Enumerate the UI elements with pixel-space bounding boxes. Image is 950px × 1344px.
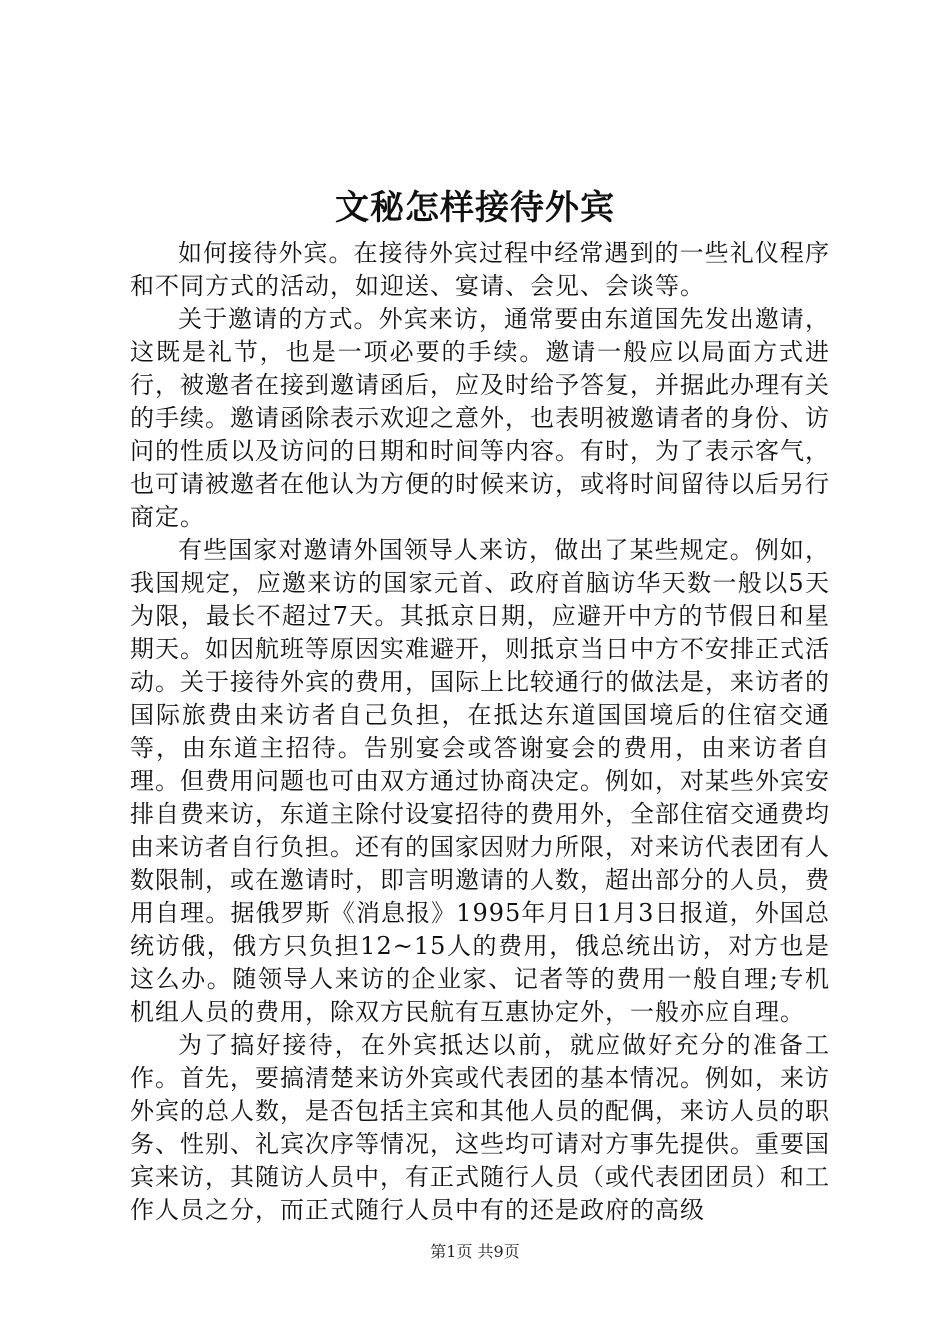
page-number-footer: 第1页 共9页 <box>430 1242 520 1261</box>
paragraph-preparation: 为了搞好接待，在外宾抵达以前，就应做好充分的准备工作。首先，要搞清楚来访外宾或代表团的基本情况。例如，来访外宾的总人数，是否包括主宾和其他人员的配偶，来访人员的职务、性别、礼宾次序等情况，这些均可请对方事先提供。重要国宾来访，其随访人员中，有正式随行人员（或代表团团员）和工作人员之分，而正式随行人员中有的还是政府的高级 <box>130 1031 830 1224</box>
paragraph-invitation: 关于邀请的方式。外宾来访，通常要由东道国先发出邀请，这既是礼节，也是一项必要的手续。邀请一般应以局面方式进行，被邀者在接到邀请函后，应及时给予答复，并据此办理有关的手续。邀请函除表示欢迎之意外，也表明被邀请者的身份、访问的性质以及访问的日期和时间等内容。有时，为了表示客气，也可请被邀者在他认为方便的时候来访，或将时间留待以后另行商定。 <box>130 305 830 531</box>
paragraph-regulations: 有些国家对邀请外国领导人来访，做出了某些规定。例如，我国规定，应邀来访的国家元首、政府首脑访华天数一般以5天为限，最长不超过7天。其抵京日期，应避开中方的节假日和星期天。如因航班等原因实难避开，则抵京当日中方不安排正式活动。关于接待外宾的费用，国际上比较通行的做法是，来访者的国际旅费由来访者自己负担，在抵达东道国国境后的住宿交通等，由东道主招待。告别宴会或答谢宴会的费用，由来访者自理。但费用问题也可由双方通过协商决定。例如，对某些外宾安排自费来访，东道主除付设宴招待的费用外，全部住宿交通费均由来访者自行负担。还有的国家因财力所限，对来访代表团有人数限制，或在邀请时，即言明邀请的人数，超出部分的人员，费用自理。据俄罗斯《消息报》1995年月日1月3日报道，外国总统访俄，俄方只负担12~15人的费用，俄总统出访，对方也是这么办。随领导人来访的企业家、记者等的费用一般自理;专机机组人员的费用，除双方民航有互惠协定外，一般亦应自理。 <box>130 536 830 1026</box>
document-body <box>130 237 830 1227</box>
document-title: 文秘怎样接待外宾 <box>335 188 615 228</box>
paragraph-intro: 如何接待外宾。在接待外宾过程中经常遇到的一些礼仪程序和不同方式的活动，如迎送、宴请、会见、会谈等。 <box>130 239 830 300</box>
